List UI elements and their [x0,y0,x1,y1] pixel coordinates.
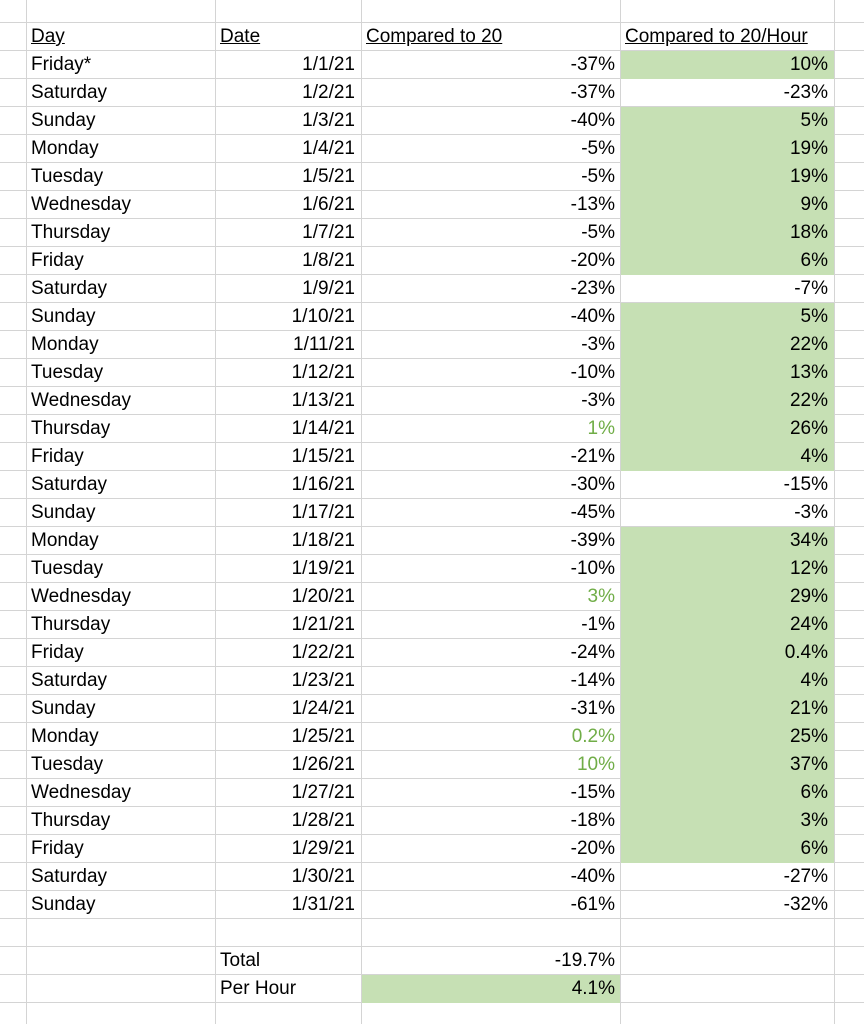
table-row [0,471,864,499]
day-cell[interactable]: Monday [31,334,99,355]
day-cell[interactable]: Wednesday [31,782,131,803]
table-row [0,527,864,555]
date-cell[interactable]: 1/30/21 [291,866,355,887]
compared-hour-cell[interactable]: 21% [621,695,834,723]
compared-hour-cell[interactable]: -7% [794,278,828,299]
date-cell[interactable]: 1/8/21 [302,250,355,271]
compared-hour-cell[interactable]: 9% [621,191,834,219]
date-cell[interactable]: 1/21/21 [291,614,355,635]
compared-cell[interactable]: -5% [581,222,615,243]
compared-hour-cell[interactable]: 6% [621,247,834,275]
table-row [0,415,864,443]
date-cell[interactable]: 1/19/21 [291,558,355,579]
day-cell[interactable]: Wednesday [31,194,131,215]
compared-hour-cell[interactable]: -15% [783,474,828,495]
compared-hour-cell[interactable]: 6% [621,779,834,807]
table-row [0,191,864,219]
date-cell[interactable]: 1/6/21 [302,194,355,215]
table-row [0,499,864,527]
date-cell[interactable]: 1/27/21 [291,782,355,803]
table-row [0,583,864,611]
compared-hour-cell[interactable]: 19% [621,135,834,163]
compared-hour-cell[interactable]: 6% [621,835,834,863]
day-cell[interactable]: Thursday [31,810,111,831]
day-cell[interactable]: Sunday [31,698,96,719]
table-row [0,751,864,779]
per-hour-value[interactable]: 4.1% [362,975,620,1003]
table-row [0,555,864,583]
day-cell[interactable]: Saturday [31,82,108,103]
day-cell[interactable]: Saturday [31,670,108,691]
day-cell[interactable]: Wednesday [31,390,131,411]
compared-hour-cell[interactable]: 4% [621,443,834,471]
compared-cell[interactable]: -10% [570,362,615,383]
date-cell[interactable]: 1/12/21 [291,362,355,383]
compared-hour-cell[interactable]: 4% [621,667,834,695]
compared-cell[interactable]: -5% [581,166,615,187]
compared-cell[interactable]: -21% [570,446,615,467]
header-day[interactable]: Day [31,26,65,47]
day-cell[interactable]: Saturday [31,866,108,887]
compared-cell[interactable]: -14% [570,670,615,691]
compared-cell[interactable]: -61% [570,894,615,915]
date-cell[interactable]: 1/13/21 [291,390,355,411]
compared-cell[interactable]: -10% [570,558,615,579]
compared-cell[interactable]: -31% [570,698,615,719]
compared-hour-cell[interactable]: -32% [783,894,828,915]
table-row [0,79,864,107]
per-hour-label[interactable]: Per Hour [220,978,297,999]
day-cell[interactable]: Saturday [31,278,108,299]
table-row [0,639,864,667]
per-hour-row [0,975,864,1003]
compared-hour-cell[interactable]: 34% [621,527,834,555]
compared-cell[interactable]: -23% [570,278,615,299]
date-cell[interactable]: 1/7/21 [302,222,355,243]
table-row [0,723,864,751]
compared-hour-cell[interactable]: 12% [621,555,834,583]
date-cell[interactable]: 1/14/21 [291,418,355,439]
date-cell[interactable]: 1/26/21 [291,754,355,775]
compared-cell[interactable]: 3% [587,586,615,607]
header-row [0,23,864,51]
table-row [0,611,864,639]
day-cell[interactable]: Wednesday [31,586,131,607]
compared-hour-cell[interactable]: 13% [621,359,834,387]
compared-cell[interactable]: -13% [570,194,615,215]
date-cell[interactable]: 1/1/21 [302,54,355,75]
day-cell[interactable]: Thursday [31,222,111,243]
day-cell[interactable]: Sunday [31,306,96,327]
date-cell[interactable]: 1/20/21 [291,586,355,607]
table-row [0,387,864,415]
total-row [0,947,864,975]
compared-cell[interactable]: -3% [581,390,615,411]
compared-hour-cell[interactable]: 0.4% [621,639,834,667]
table-row [0,863,864,891]
date-cell[interactable]: 1/18/21 [291,530,355,551]
date-cell[interactable]: 1/25/21 [291,726,355,747]
compared-cell[interactable]: -18% [570,810,615,831]
table-row [0,135,864,163]
table-row [0,219,864,247]
table-row [0,443,864,471]
table-row [0,107,864,135]
day-cell[interactable]: Sunday [31,894,96,915]
table-row [0,275,864,303]
compared-hour-cell[interactable]: 24% [621,611,834,639]
compared-cell[interactable]: 0.2% [571,726,615,747]
header-compared-hour[interactable]: Compared to 20/Hour [625,26,808,47]
compared-hour-cell[interactable]: 18% [621,219,834,247]
day-cell[interactable]: Tuesday [31,558,104,579]
compared-hour-cell[interactable]: 22% [621,331,834,359]
table-row [0,331,864,359]
compared-hour-cell[interactable]: 10% [621,51,834,79]
compared-cell[interactable]: -39% [570,530,615,551]
date-cell[interactable]: 1/17/21 [291,502,355,523]
compared-cell[interactable]: -40% [570,866,615,887]
total-value[interactable]: -19.7% [554,950,615,971]
day-cell[interactable]: Friday [31,446,84,467]
compared-cell[interactable]: 1% [587,418,615,439]
compared-cell[interactable]: -15% [570,782,615,803]
table-row [0,835,864,863]
compared-hour-cell[interactable]: 37% [621,751,834,779]
compared-cell[interactable]: -24% [570,642,615,663]
table-row [0,807,864,835]
day-cell[interactable]: Thursday [31,418,111,439]
day-cell[interactable]: Sunday [31,110,96,131]
header-compared[interactable]: Compared to 20 [366,26,503,47]
compared-cell[interactable]: -37% [570,54,615,75]
date-cell[interactable]: 1/22/21 [291,642,355,663]
date-cell[interactable]: 1/2/21 [302,82,355,103]
compared-hour-cell[interactable]: -27% [783,866,828,887]
day-cell[interactable]: Monday [31,726,99,747]
compared-hour-cell[interactable]: 5% [621,303,834,331]
compared-cell[interactable]: -20% [570,838,615,859]
day-cell[interactable]: Saturday [31,474,108,495]
table-row [0,247,864,275]
table-row [0,359,864,387]
compared-cell[interactable]: -3% [581,334,615,355]
date-cell[interactable]: 1/5/21 [302,166,355,187]
date-cell[interactable]: 1/10/21 [291,306,355,327]
total-label[interactable]: Total [220,950,261,971]
table-row [0,891,864,919]
date-cell[interactable]: 1/11/21 [293,334,355,355]
date-cell[interactable]: 1/24/21 [291,698,355,719]
compared-cell[interactable]: -37% [570,82,615,103]
compared-cell[interactable]: -40% [570,306,615,327]
table-row [0,303,864,331]
compared-hour-cell[interactable]: -3% [794,502,828,523]
table-row [0,51,864,79]
compared-cell[interactable]: 10% [576,754,615,775]
day-cell[interactable]: Sunday [31,502,96,523]
compared-cell[interactable]: -40% [570,110,615,131]
compared-cell[interactable]: -20% [570,250,615,271]
compared-cell[interactable]: -1% [581,614,615,635]
compared-hour-cell[interactable]: 29% [621,583,834,611]
compared-hour-cell[interactable]: 19% [621,163,834,191]
day-cell[interactable]: Tuesday [31,754,104,775]
compared-hour-cell[interactable]: 5% [621,107,834,135]
date-cell[interactable]: 1/29/21 [291,838,355,859]
compared-hour-cell[interactable]: 22% [621,387,834,415]
day-cell[interactable]: Tuesday [31,166,104,187]
compared-cell[interactable]: -30% [570,474,615,495]
day-cell[interactable]: Friday* [31,54,92,75]
table-row [0,163,864,191]
day-cell[interactable]: Monday [31,530,99,551]
date-cell[interactable]: 1/23/21 [291,670,355,691]
day-cell[interactable]: Friday [31,838,84,859]
compared-hour-cell[interactable]: -23% [783,82,828,103]
day-cell[interactable]: Monday [31,138,99,159]
date-cell[interactable]: 1/3/21 [302,110,355,131]
date-cell[interactable]: 1/9/21 [302,278,355,299]
table-row [0,779,864,807]
day-cell[interactable]: Tuesday [31,362,104,383]
compared-hour-cell[interactable]: 3% [621,807,834,835]
date-cell[interactable]: 1/16/21 [291,474,355,495]
date-cell[interactable]: 1/31/21 [291,894,355,915]
table-row [0,695,864,723]
table-row [0,667,864,695]
date-cell[interactable]: 1/4/21 [302,138,355,159]
day-cell[interactable]: Friday [31,642,84,663]
compared-hour-cell[interactable]: 26% [621,415,834,443]
date-cell[interactable]: 1/15/21 [291,446,355,467]
compared-hour-cell[interactable]: 25% [621,723,834,751]
compared-cell[interactable]: -45% [570,502,615,523]
day-cell[interactable]: Friday [31,250,84,271]
day-cell[interactable]: Thursday [31,614,111,635]
date-cell[interactable]: 1/28/21 [291,810,355,831]
header-date[interactable]: Date [220,26,261,47]
compared-cell[interactable]: -5% [581,138,615,159]
